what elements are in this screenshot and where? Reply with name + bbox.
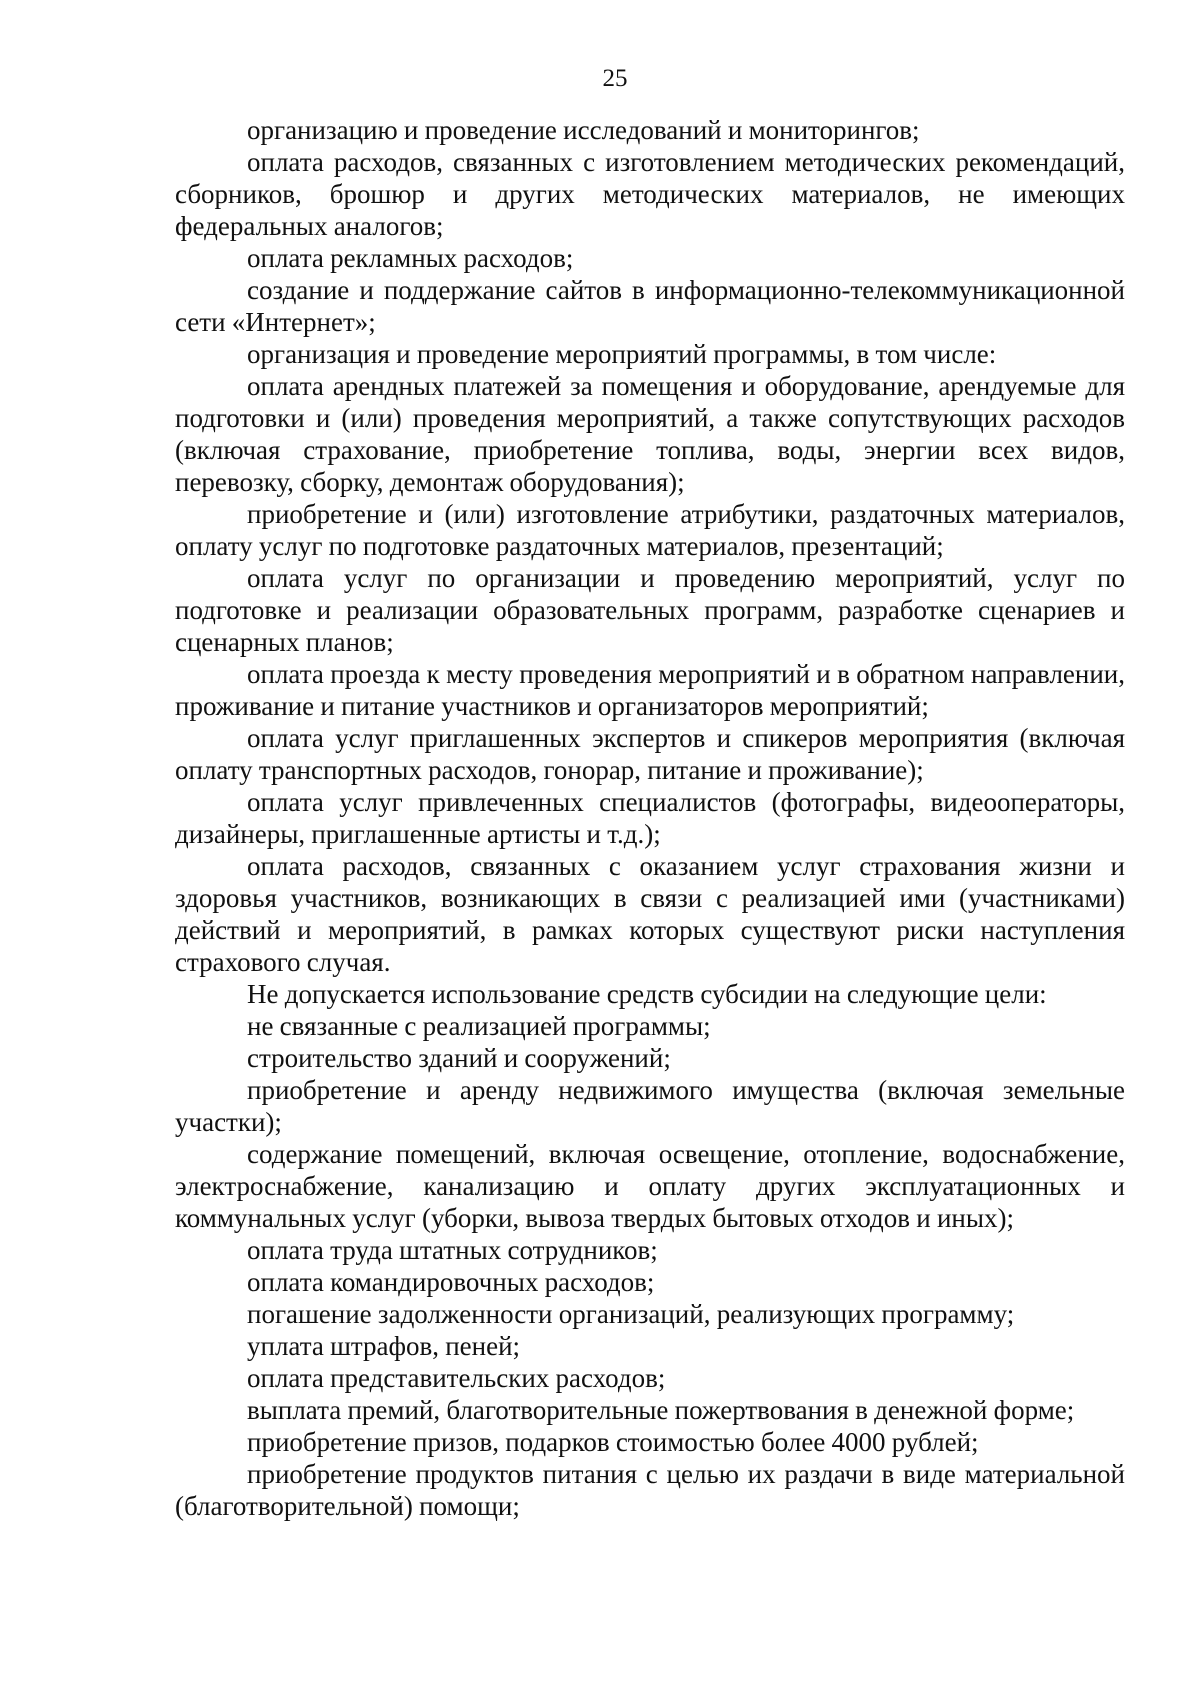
paragraph: выплата премий, благотворительные пожертвования в денежной форме; xyxy=(247,1395,1075,1425)
paragraph: погашение задолженности организаций, реализующих программу; xyxy=(247,1299,1015,1329)
paragraph: приобретение призов, подарков стоимостью более 4000 рублей; xyxy=(247,1427,979,1457)
paragraph: не связанные с реализацией программы; xyxy=(247,1011,711,1041)
paragraph: оплата проезда к месту проведения мероприятий и в обратном направлении, проживание и питание участников и организаторов мероприятий; xyxy=(175,659,1125,721)
paragraph: приобретение продуктов питания с целью их раздачи в виде материальной (благотворительной) помощи; xyxy=(175,1459,1125,1521)
paragraph: приобретение и (или) изготовление атрибутики, раздаточных материалов, оплату услуг по подготовке раздаточных материалов, презентаций; xyxy=(175,499,1125,561)
paragraph: оплата рекламных расходов; xyxy=(247,243,574,273)
paragraph: оплата представительских расходов; xyxy=(247,1363,666,1393)
paragraph: строительство зданий и сооружений; xyxy=(247,1043,671,1073)
paragraph: Не допускается использование средств субсидии на следующие цели: xyxy=(247,979,1047,1009)
paragraph: приобретение и аренду недвижимого имущества (включая земельные участки); xyxy=(175,1075,1125,1137)
paragraph: организацию и проведение исследований и мониторингов; xyxy=(247,115,920,145)
paragraph: организация и проведение мероприятий программы, в том числе: xyxy=(247,339,997,369)
paragraph: оплата арендных платежей за помещения и оборудование, арендуемые для подготовки и (или) проведения мероприятий, а также сопутствующих расходов (включая страхование, приобретение топлива, воды, энергии всех видов, перевозку, сборку, демонтаж оборудования); xyxy=(175,371,1125,497)
paragraph: оплата расходов, связанных с изготовлением методических рекомендаций, сборников, брошюр и других методических материалов, не имеющих федеральных аналогов; xyxy=(175,147,1125,241)
paragraph: оплата расходов, связанных с оказанием услуг страхования жизни и здоровья участников, возникающих в связи с реализацией ими (участниками) действий и мероприятий, в рамках которых существуют риски наступления страхового случая. xyxy=(175,851,1125,977)
paragraph: оплата услуг приглашенных экспертов и спикеров мероприятия (включая оплату транспортных расходов, гонорар, питание и проживание); xyxy=(175,723,1125,785)
page-number: 25 xyxy=(602,65,628,92)
document-body xyxy=(175,114,1125,1522)
paragraph: оплата командировочных расходов; xyxy=(247,1267,655,1297)
paragraph: оплата услуг по организации и проведению мероприятий, услуг по подготовке и реализации образовательных программ, разработке сценариев и сценарных планов; xyxy=(175,563,1125,657)
paragraph: оплата услуг привлеченных специалистов (фотографы, видеооператоры, дизайнеры, приглашенные артисты и т.д.); xyxy=(175,787,1125,849)
paragraph: содержание помещений, включая освещение, отопление, водоснабжение, электроснабжение, канализацию и оплату других эксплуатационных и коммунальных услуг (уборки, вывоза твердых бытовых отходов и иных); xyxy=(175,1139,1125,1233)
paragraph: оплата труда штатных сотрудников; xyxy=(247,1235,658,1265)
paragraph: создание и поддержание сайтов в информационно-телекоммуникационной сети «Интернет»; xyxy=(175,275,1125,337)
paragraph: уплата штрафов, пеней; xyxy=(247,1331,521,1361)
